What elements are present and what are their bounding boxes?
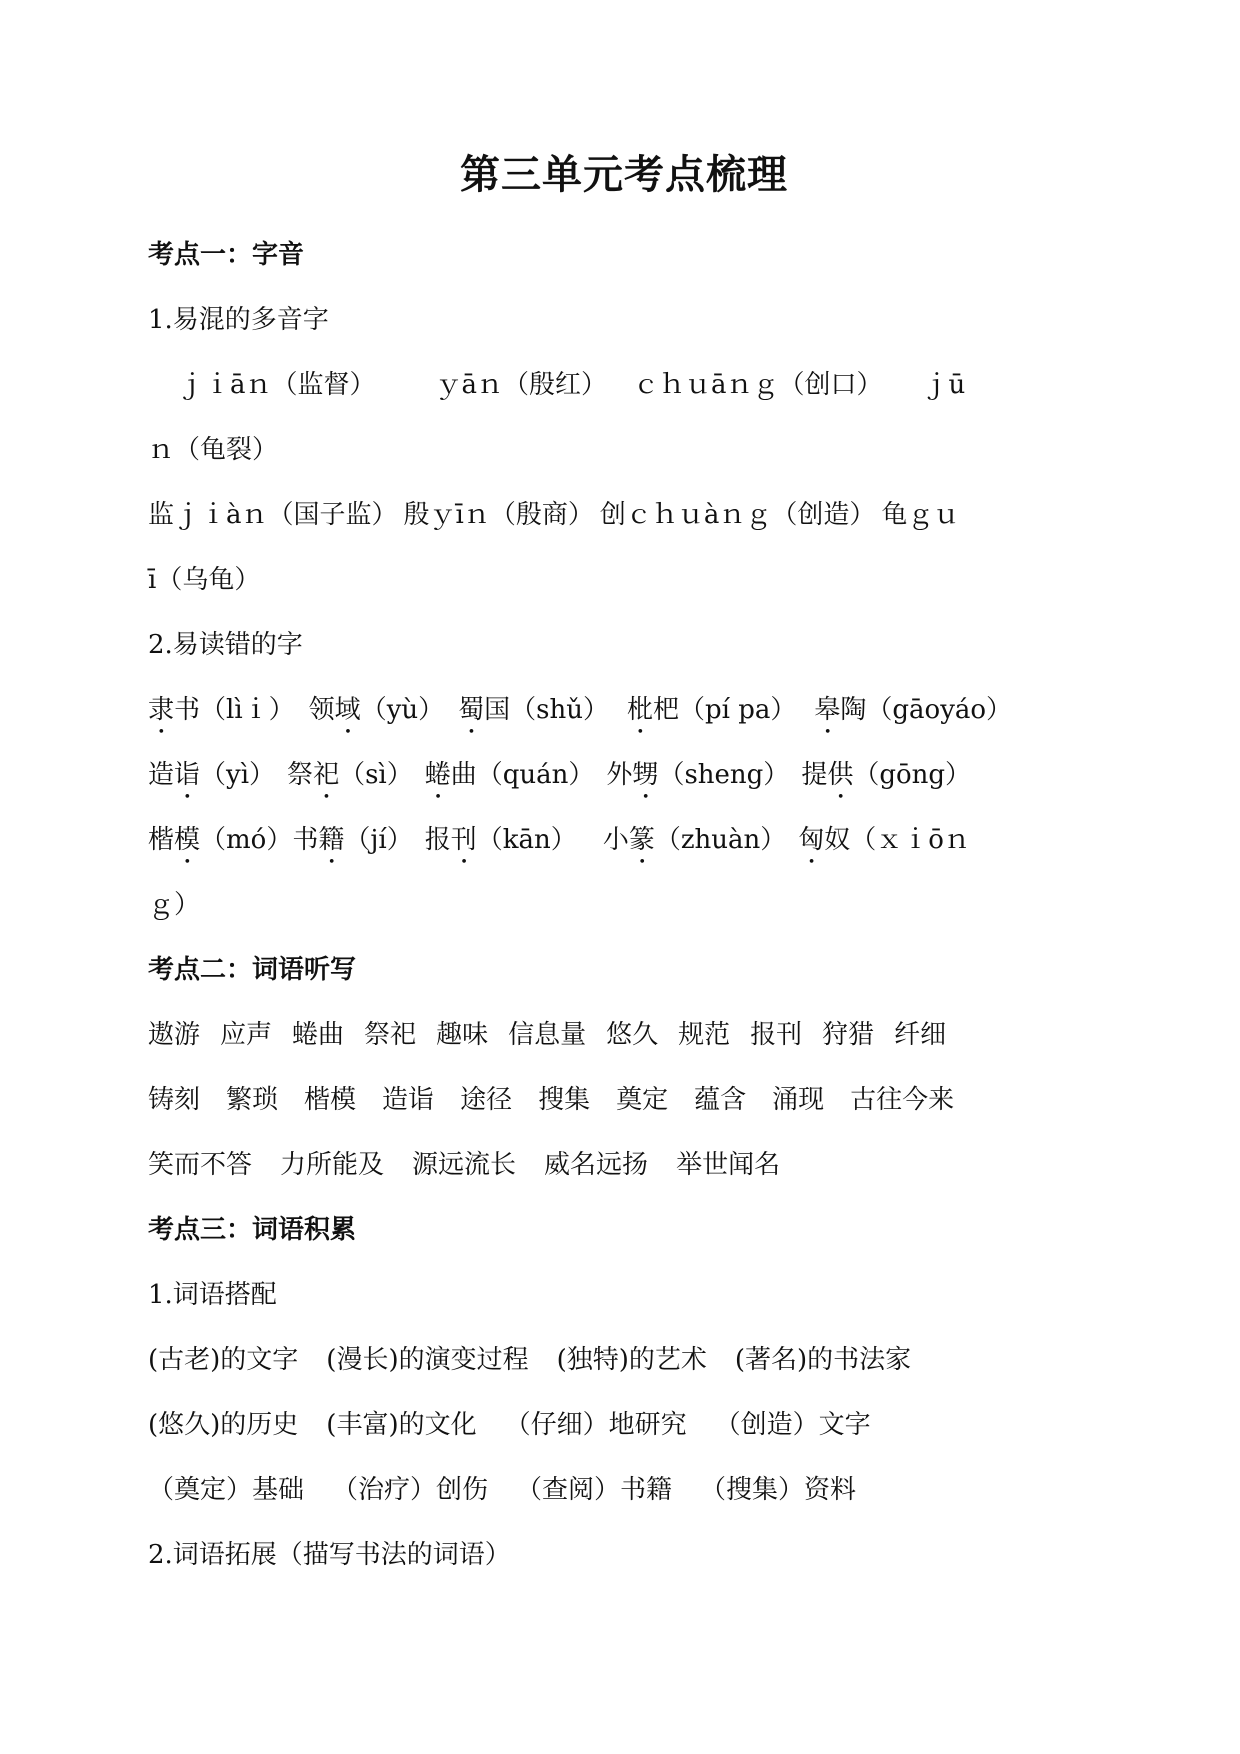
polyphonic-row-1-continued: ｎ（龟裂） — [148, 435, 279, 465]
dictation-row-3 — [148, 1133, 1100, 1198]
word-item: （仔细）地研究 — [504, 1410, 687, 1440]
word-item: 造诣 — [382, 1085, 435, 1115]
polyphonic-item: 龟ｇｕ — [881, 500, 960, 530]
word-item: 力所能及 — [280, 1150, 385, 1180]
section-heading-dictation: 考点二：词语听写 — [148, 955, 357, 985]
word-item: 狩猎 — [822, 1020, 875, 1050]
word-item: （奠定）基础 — [148, 1475, 305, 1505]
section-heading-pronunciation: 考点一：字音 — [148, 240, 305, 270]
word-item: 趣味 — [436, 1020, 489, 1050]
subheading-extension: 2.词语拓展（描写书法的词语） — [148, 1540, 511, 1570]
word-item: （创造）文字 — [714, 1410, 871, 1440]
misread-item: 祭祀（sì） — [287, 760, 413, 790]
misread-item: 隶书（lìｉ） — [148, 695, 295, 725]
misread-row-1 — [148, 678, 1100, 743]
word-item: 铸刻 — [148, 1085, 201, 1115]
dictation-row-1 — [148, 1003, 1100, 1068]
misread-item: 书籍（jí） — [292, 825, 413, 855]
word-item: 蕴含 — [694, 1085, 747, 1115]
misread-item: 楷模（mó） — [148, 825, 293, 855]
polyphonic-item: ｙāｎ（殷红） — [435, 370, 608, 400]
word-item: 举世闻名 — [676, 1150, 781, 1180]
subheading-collocation: 1.词语搭配 — [148, 1280, 277, 1310]
word-item: 遨游 — [148, 1020, 201, 1050]
word-item: 报刊 — [750, 1020, 803, 1050]
misread-item: 蜀国（shǔ） — [458, 695, 609, 725]
word-item: 纤细 — [894, 1020, 947, 1050]
misread-item: 造诣（yì） — [148, 760, 276, 790]
word-item: (古老)的文字 — [148, 1345, 299, 1375]
polyphonic-item: 监ｊｉàｎ（国子监） — [148, 500, 398, 530]
word-item: 信息量 — [508, 1020, 587, 1050]
section-heading-vocabulary: 考点三：词语积累 — [148, 1215, 357, 1245]
polyphonic-item: ｊū — [922, 370, 966, 400]
misread-item: 提供（gōng） — [801, 760, 972, 790]
misread-row-3-continued: ｇ） — [148, 890, 201, 920]
misread-item: 匈奴（ｘｉōｎ — [798, 825, 970, 855]
word-item: （治疗）创伤 — [332, 1475, 489, 1505]
word-item: 应声 — [220, 1020, 273, 1050]
word-item: 规范 — [678, 1020, 731, 1050]
word-item: (丰富)的文化 — [326, 1410, 477, 1440]
word-item: （搜集）资料 — [700, 1475, 857, 1505]
word-item: 蜷曲 — [292, 1020, 345, 1050]
word-item: 古往今来 — [850, 1085, 955, 1115]
dictation-row-2 — [148, 1068, 1100, 1133]
polyphonic-item: 创ｃｈｕàｎｇ（创造） — [599, 500, 876, 530]
collocation-row-2 — [148, 1393, 1100, 1458]
word-item: 涌现 — [772, 1085, 825, 1115]
word-item: 祭祀 — [364, 1020, 417, 1050]
word-item: 搜集 — [538, 1085, 591, 1115]
misread-item: 蜷曲（quán） — [424, 760, 595, 790]
polyphonic-row-2 — [148, 483, 1100, 548]
polyphonic-row-1 — [148, 353, 1100, 418]
misread-row-3 — [148, 808, 1100, 873]
polyphonic-item: 殷ｙīｎ（殷商） — [403, 500, 594, 530]
word-item: (悠久)的历史 — [148, 1410, 299, 1440]
polyphonic-item: ｊｉāｎ（监督） — [178, 370, 376, 400]
misread-item: 外甥（sheng） — [606, 760, 790, 790]
page-title: 第三单元考点梳理 — [460, 152, 788, 198]
word-item: 途径 — [460, 1085, 513, 1115]
subheading-polyphonic: 1.易混的多音字 — [148, 305, 329, 335]
subheading-misread: 2.易读错的字 — [148, 630, 303, 660]
misread-row-2 — [148, 743, 1100, 808]
misread-item: 皋陶（gāoyáo） — [814, 695, 1013, 725]
word-item: 繁琐 — [226, 1085, 279, 1115]
word-item: 楷模 — [304, 1085, 357, 1115]
collocation-row-3 — [148, 1458, 1100, 1523]
word-item: (著名)的书法家 — [734, 1345, 912, 1375]
collocation-row-1 — [148, 1328, 1100, 1393]
misread-item: 报刊（kān） — [424, 825, 577, 855]
word-item: 源远流长 — [412, 1150, 517, 1180]
misread-item: 小篆（zhuàn） — [602, 825, 787, 855]
word-item: 奠定 — [616, 1085, 669, 1115]
word-item: 笑而不答 — [148, 1150, 253, 1180]
polyphonic-row-2-continued: ī（乌龟） — [148, 565, 261, 595]
misread-item: 领域（yù） — [308, 695, 445, 725]
word-item: （查阅）书籍 — [516, 1475, 673, 1505]
word-item: (漫长)的演变过程 — [326, 1345, 529, 1375]
polyphonic-item: ｃｈｕāｎｇ（创口） — [633, 370, 883, 400]
word-item: 威名远扬 — [544, 1150, 649, 1180]
misread-item: 枇杷（pí pa） — [626, 695, 797, 725]
word-item: (独特)的艺术 — [556, 1345, 707, 1375]
word-item: 悠久 — [606, 1020, 659, 1050]
